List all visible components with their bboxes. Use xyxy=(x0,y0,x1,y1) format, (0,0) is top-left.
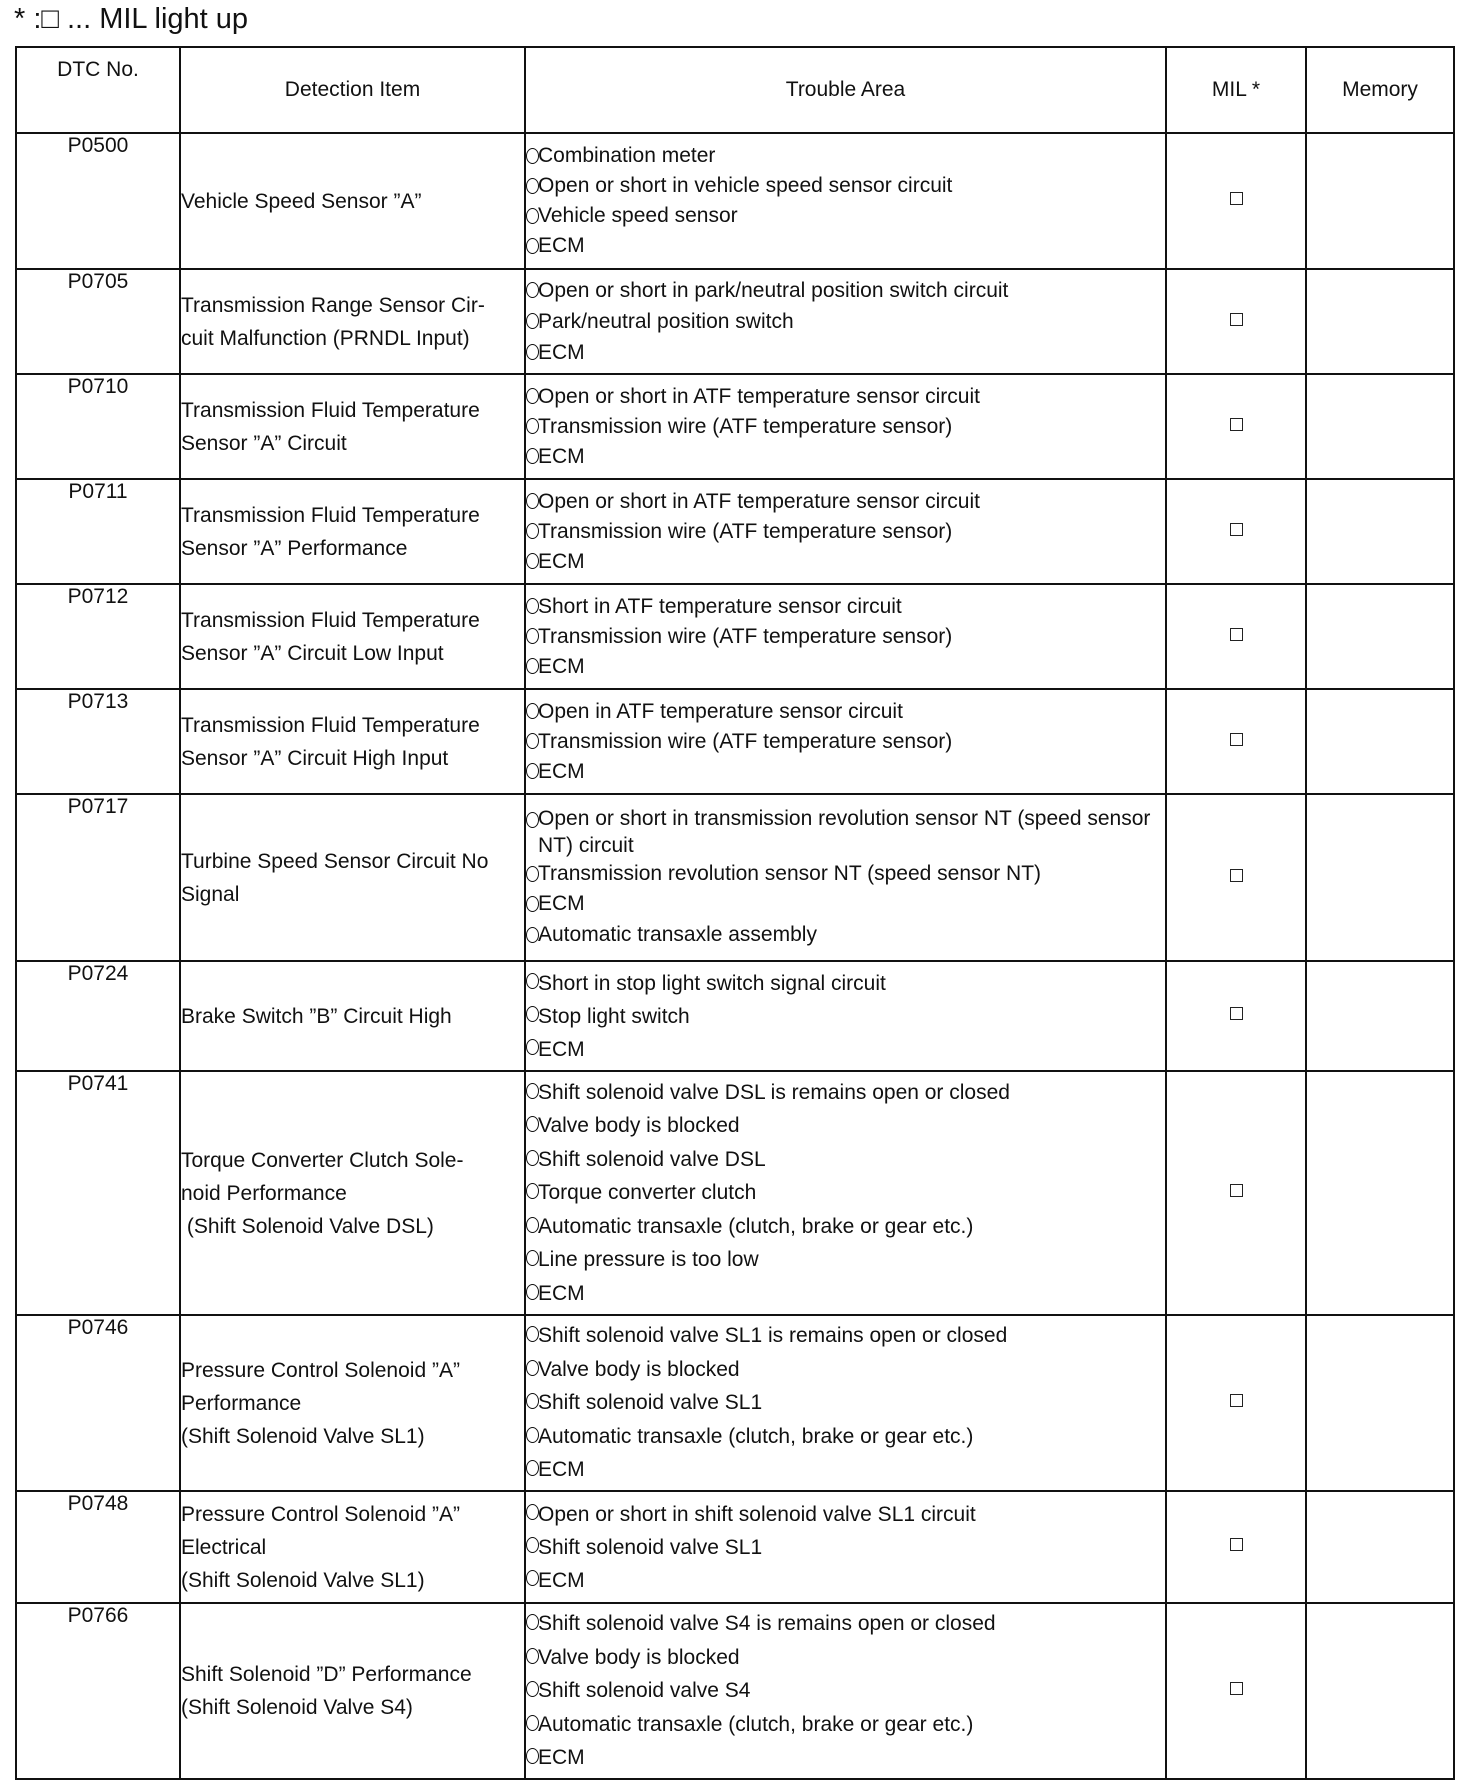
trouble-area xyxy=(525,1315,1166,1491)
memory-cell xyxy=(1306,269,1454,374)
trouble-area-item: ECM xyxy=(526,1033,1165,1066)
trouble-area-item: Transmission wire (ATF temperature sensor) xyxy=(526,622,1165,652)
mil-square-icon xyxy=(1230,733,1243,746)
trouble-area-item: Short in ATF temperature sensor circuit xyxy=(526,592,1165,622)
table-row xyxy=(16,1071,1454,1315)
memory-cell xyxy=(1306,1603,1454,1779)
trouble-area-item: ECM xyxy=(526,337,1165,368)
trouble-area-item: Open in ATF temperature sensor circuit xyxy=(526,697,1165,727)
memory-cell xyxy=(1306,794,1454,961)
detection-item-line: Sensor ”A” Circuit Low Input xyxy=(181,641,444,665)
trouble-area-item: Automatic transaxle (clutch, brake or gear etc.) xyxy=(526,1420,1165,1454)
detection-item-line: Vehicle Speed Sensor ”A” xyxy=(181,189,422,213)
mil-indicator xyxy=(1166,374,1306,479)
trouble-area xyxy=(525,1071,1166,1315)
trouble-area-item: Vehicle speed sensor xyxy=(526,201,1165,231)
trouble-area-item: ECM xyxy=(526,652,1165,682)
dtc-code: P0717 xyxy=(16,794,180,961)
detection-item xyxy=(180,794,525,961)
trouble-area-item: Combination meter xyxy=(526,141,1165,171)
mil-square-icon xyxy=(1230,1394,1243,1407)
dtc-code: P0766 xyxy=(16,1603,180,1779)
mil-indicator xyxy=(1166,584,1306,689)
detection-item-line: Shift Solenoid ”D” Performance xyxy=(181,1663,472,1686)
trouble-area xyxy=(525,794,1166,961)
trouble-area-item: ECM xyxy=(526,757,1165,787)
mil-square-icon xyxy=(1230,313,1243,326)
trouble-area-item: Torque converter clutch xyxy=(526,1176,1165,1210)
detection-item-line: Pressure Control Solenoid ”A” xyxy=(181,1502,460,1526)
mil-indicator xyxy=(1166,269,1306,374)
mil-square-icon xyxy=(1230,869,1243,882)
trouble-area-item: Automatic transaxle (clutch, brake or gear etc.) xyxy=(526,1708,1165,1742)
mil-indicator xyxy=(1166,961,1306,1071)
memory-cell xyxy=(1306,133,1454,269)
dtc-code: P0746 xyxy=(16,1315,180,1491)
trouble-area-item: Shift solenoid valve SL1 xyxy=(526,1386,1165,1420)
trouble-area-item: Automatic transaxle assembly xyxy=(526,920,1165,951)
trouble-area-item: Transmission revolution sensor NT (speed sensor NT) xyxy=(526,859,1165,890)
memory-cell xyxy=(1306,961,1454,1071)
trouble-area-item: Stop light switch xyxy=(526,1000,1165,1033)
detection-item-line: Sensor ”A” Circuit High Input xyxy=(181,746,449,770)
mil-square-icon xyxy=(1230,1682,1243,1695)
trouble-area-item: Open or short in ATF temperature sensor circuit xyxy=(526,487,1165,517)
trouble-area-item: Transmission wire (ATF temperature sensor) xyxy=(526,412,1165,442)
memory-cell xyxy=(1306,584,1454,689)
trouble-area-item: Open or short in park/neutral position switch circuit xyxy=(526,275,1165,306)
dtc-code: P0711 xyxy=(16,479,180,584)
memory-cell xyxy=(1306,374,1454,479)
detection-item-line: noid Performance xyxy=(181,1181,347,1205)
dtc-code: P0712 xyxy=(16,584,180,689)
detection-item xyxy=(180,961,525,1071)
dtc-code: P0500 xyxy=(16,133,180,269)
table-row xyxy=(16,961,1454,1071)
trouble-area-item: Valve body is blocked xyxy=(526,1641,1165,1675)
detection-item xyxy=(180,479,525,584)
mil-square-icon xyxy=(1230,628,1243,641)
detection-item-line: Transmission Fluid Temperature xyxy=(181,608,480,632)
detection-item-line: cuit Malfunction (PRNDL Input) xyxy=(181,326,470,350)
header-trouble-area: Trouble Area xyxy=(525,47,1166,133)
header-memory: Memory xyxy=(1306,47,1454,133)
dtc-code: P0724 xyxy=(16,961,180,1071)
trouble-area-item: Shift solenoid valve DSL xyxy=(526,1143,1165,1177)
trouble-area-item: Shift solenoid valve DSL is remains open or closed xyxy=(526,1076,1165,1110)
mil-square-icon xyxy=(1230,1007,1243,1020)
trouble-area-item: Shift solenoid valve S4 is remains open or closed xyxy=(526,1607,1165,1641)
mil-legend: * :□ ... MIL light up xyxy=(14,3,249,35)
trouble-area xyxy=(525,689,1166,794)
mil-indicator xyxy=(1166,1315,1306,1491)
trouble-area-item: Open or short in shift solenoid valve SL1 circuit xyxy=(526,1498,1165,1531)
mil-square-icon xyxy=(1230,418,1243,431)
mil-indicator xyxy=(1166,479,1306,584)
trouble-area-item: Park/neutral position switch xyxy=(526,306,1165,337)
detection-item-line: (Shift Solenoid Valve DSL) xyxy=(181,1214,434,1238)
memory-cell xyxy=(1306,1071,1454,1315)
trouble-area xyxy=(525,133,1166,269)
trouble-area-item: ECM xyxy=(526,1277,1165,1311)
trouble-area-item: Shift solenoid valve S4 xyxy=(526,1674,1165,1708)
detection-item-line: Transmission Range Sensor Cir- xyxy=(181,293,485,317)
table-row xyxy=(16,689,1454,794)
mil-indicator xyxy=(1166,689,1306,794)
mil-square-icon xyxy=(1230,192,1243,205)
detection-item-line: (Shift Solenoid Valve SL1) xyxy=(181,1424,425,1448)
dtc-code: P0710 xyxy=(16,374,180,479)
dtc-code: P0741 xyxy=(16,1071,180,1315)
trouble-area xyxy=(525,374,1166,479)
trouble-area-item: ECM xyxy=(526,1564,1165,1597)
detection-item-line: (Shift Solenoid Valve S4) xyxy=(181,1696,413,1719)
dtc-code: P0748 xyxy=(16,1491,180,1603)
dtc-table xyxy=(15,46,1455,1780)
detection-item-line: Transmission Fluid Temperature xyxy=(181,398,480,422)
table-row xyxy=(16,479,1454,584)
trouble-area-item: ECM xyxy=(526,1453,1165,1487)
trouble-area-item: ECM xyxy=(526,1741,1165,1775)
mil-indicator xyxy=(1166,1071,1306,1315)
trouble-area-item: ECM xyxy=(526,231,1165,261)
header-detection-item: Detection Item xyxy=(180,47,525,133)
table-row xyxy=(16,374,1454,479)
detection-item xyxy=(180,584,525,689)
trouble-area-item: Valve body is blocked xyxy=(526,1353,1165,1387)
detection-item xyxy=(180,1071,525,1315)
trouble-area xyxy=(525,584,1166,689)
trouble-area-item: Automatic transaxle (clutch, brake or gear etc.) xyxy=(526,1210,1165,1244)
dtc-table-body xyxy=(16,133,1454,1779)
detection-item-line: Performance xyxy=(181,1391,302,1415)
detection-item xyxy=(180,374,525,479)
trouble-area-item: Open or short in ATF temperature sensor circuit xyxy=(526,382,1165,412)
detection-item-line: Sensor ”A” Performance xyxy=(181,536,408,560)
table-row xyxy=(16,1315,1454,1491)
trouble-area xyxy=(525,961,1166,1071)
detection-item-line: Pressure Control Solenoid ”A” xyxy=(181,1358,460,1382)
detection-item-line: Transmission Fluid Temperature xyxy=(181,713,480,737)
trouble-area-item: ECM xyxy=(526,889,1165,920)
trouble-area-item: Valve body is blocked xyxy=(526,1109,1165,1143)
detection-item xyxy=(180,689,525,794)
detection-item-line: Electrical xyxy=(181,1535,267,1559)
detection-item-line: Sensor ”A” Circuit xyxy=(181,431,347,455)
memory-cell xyxy=(1306,689,1454,794)
mil-square-icon xyxy=(1230,1538,1243,1551)
trouble-area-item: ECM xyxy=(526,442,1165,472)
memory-cell xyxy=(1306,1315,1454,1491)
table-row xyxy=(16,269,1454,374)
detection-item-line: Signal xyxy=(181,882,240,906)
detection-item-line: Torque Converter Clutch Sole- xyxy=(181,1148,464,1172)
trouble-area xyxy=(525,1603,1166,1779)
trouble-area xyxy=(525,1491,1166,1603)
detection-item xyxy=(180,133,525,269)
table-row xyxy=(16,1603,1454,1779)
table-row xyxy=(16,584,1454,689)
mil-square-icon xyxy=(1230,1184,1243,1197)
detection-item xyxy=(180,1491,525,1603)
mil-indicator xyxy=(1166,133,1306,269)
table-row xyxy=(16,1491,1454,1603)
trouble-area-item: ECM xyxy=(526,547,1165,577)
detection-item xyxy=(180,1603,525,1779)
trouble-area xyxy=(525,479,1166,584)
header-mil: MIL * xyxy=(1166,47,1306,133)
detection-item xyxy=(180,1315,525,1491)
mil-indicator xyxy=(1166,1603,1306,1779)
trouble-area-item: Transmission wire (ATF temperature sensor) xyxy=(526,727,1165,757)
dtc-code: P0705 xyxy=(16,269,180,374)
trouble-area xyxy=(525,269,1166,374)
table-row xyxy=(16,794,1454,961)
trouble-area-item: Transmission wire (ATF temperature sensor) xyxy=(526,517,1165,547)
table-row xyxy=(16,133,1454,269)
trouble-area-item: Shift solenoid valve SL1 is remains open or closed xyxy=(526,1319,1165,1353)
mil-indicator xyxy=(1166,794,1306,961)
memory-cell xyxy=(1306,1491,1454,1603)
trouble-area-item: Line pressure is too low xyxy=(526,1243,1165,1277)
memory-cell xyxy=(1306,479,1454,584)
detection-item-line: Transmission Fluid Temperature xyxy=(181,503,480,527)
trouble-area-item: Short in stop light switch signal circuit xyxy=(526,967,1165,1000)
trouble-area-item: Open or short in vehicle speed sensor circuit xyxy=(526,171,1165,201)
mil-square-icon xyxy=(1230,523,1243,536)
detection-item-line: Brake Switch ”B” Circuit High xyxy=(181,1004,452,1028)
detection-item-line: Turbine Speed Sensor Circuit No xyxy=(181,849,489,873)
detection-item-line: (Shift Solenoid Valve SL1) xyxy=(181,1568,425,1592)
mil-indicator xyxy=(1166,1491,1306,1603)
header-dtc-no: DTC No. xyxy=(16,47,180,133)
trouble-area-item: Open or short in transmission revolution sensor NT (speed sensor NT) circuit xyxy=(526,805,1165,859)
detection-item xyxy=(180,269,525,374)
dtc-code: P0713 xyxy=(16,689,180,794)
header-row xyxy=(16,47,1454,133)
trouble-area-item: Shift solenoid valve SL1 xyxy=(526,1531,1165,1564)
